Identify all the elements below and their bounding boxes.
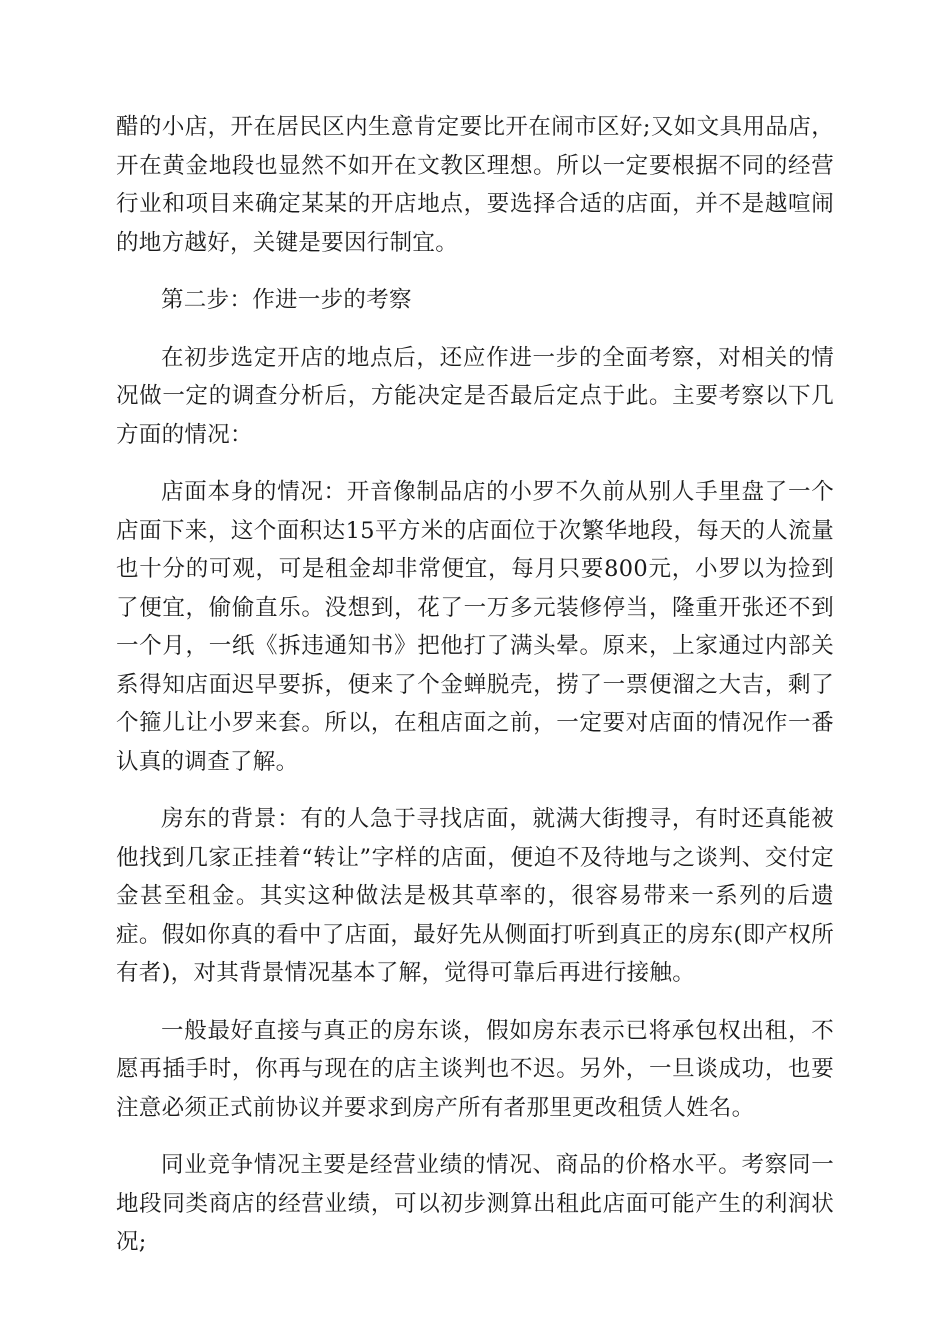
paragraph-7: 同业竞争情况主要是经营业绩的情况、商品的价格水平。考察同一地段同类商店的经营业绩，可以初步测算出租此店面可能产生的利润状况; [116,1152,834,1255]
document-page [116,108,834,1281]
paragraph-1: 醋的小店，开在居民区内生意肯定要比开在闹市区好;又如文具用品店，开在黄金地段也显然不如开在文教区理想。所以一定要根据不同的经营行业和项目来确定某某的开店地点，要选择合适的店面，并不是越喧闹的地方越好，关键是要因行制宜。 [116,114,834,256]
section-heading-step-two: 第二步：作进一步的考察 [161,287,412,313]
paragraph-5: 房东的背景：有的人急于寻找店面，就满大街搜寻，有时还真能被他找到几家正挂着“转让”字样的店面，便迫不及待地与之谈判、交付定金甚至租金。其实这种做法是极其草率的，很容易带来一系列的后遗症。假如你真的看中了店面，最好先从侧面打听到真正的房东(即产权所有者)，对其背景情况基本了解，觉得可靠后再进行接触。 [116,806,834,986]
paragraph-6: 一般最好直接与真正的房东谈，假如房东表示已将承包权出租，不愿再插手时，你再与现在的店主谈判也不迟。另外，一旦谈成功，也要注意必须正式前协议并要求到房产所有者那里更改租赁人姓名。 [116,1017,834,1121]
paragraph-4: 店面本身的情况：开音像制品店的小罗不久前从别人手里盘了一个店面下来，这个面积达15平方米的店面位于次繁华地段，每天的人流量也十分的可观，可是租金却非常便宜，每月只要800元，小罗以为捡到了便宜，偷偷直乐。没想到，花了一万多元装修停当，隆重开张还不到一个月，一纸《拆违通知书》把他打了满头晕。原来，上家通过内部关系得知店面迟早要拆，便来了个金蝉脱壳，捞了一票便溜之大吉，剩了个箍儿让小罗来套。所以，在租店面之前，一定要对店面的情况作一番认真的调查了解。 [116,479,834,775]
paragraph-3: 在初步选定开店的地点后，还应作进一步的全面考察，对相关的情况做一定的调查分析后，方能决定是否最后定点于此。主要考察以下几方面的情况： [116,344,834,448]
